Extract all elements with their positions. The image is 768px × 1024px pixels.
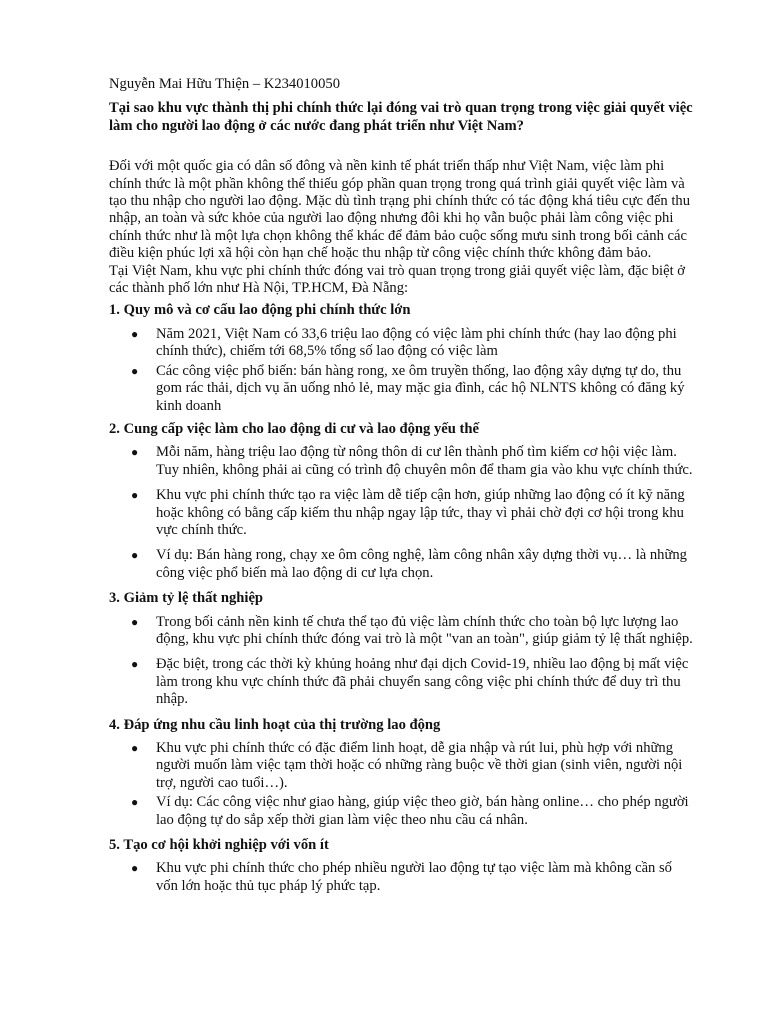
bullet-icon: ● xyxy=(131,795,139,810)
list-item-text: Trong bối cảnh nền kinh tế chưa thể tạo đủ việc làm chính thức cho toàn bộ lực lượng lao động, khu vực phi chính thức đóng vai trò là một "van an toàn", giúp giảm tỷ lệ thất nghiệp. xyxy=(156,613,693,647)
essay-question: Tại sao khu vực thành thị phi chính thức lại đóng vai trò quan trọng trong việc giải quyết việc làm cho người lao động ở các nước đang phát triển như Việt Nam? xyxy=(109,100,693,134)
section-title: 1. Quy mô và cơ cấu lao động phi chính thức lớn xyxy=(109,302,411,319)
list-item-text: Ví dụ: Bán hàng rong, chạy xe ôm công nghệ, làm công nhân xây dựng thời vụ… là những công việc phổ biến mà lao động di cư lựa chọn. xyxy=(156,547,687,581)
list-item-text: Các công việc phổ biến: bán hàng rong, xe ôm truyền thống, lao động xây dựng tự do, thu gom rác thải, dịch vụ ăn uống nhỏ lẻ, may mặc gia đình, các hộ NLNTS không có đăng ký kinh doanh xyxy=(156,362,685,414)
list-item-text: Năm 2021, Việt Nam có 33,6 triệu lao động có việc làm phi chính thức (hay lao động phi chính thức), chiếm tới 68,5% tổng số lao động có việc làm xyxy=(156,325,677,360)
bullet-icon: ● xyxy=(131,326,139,341)
list-item-text: Ví dụ: Các công việc như giao hàng, giúp việc theo giờ, bán hàng online… cho phép người lao động tự do sắp xếp thời gian làm việc theo nhu cầu cá nhân. xyxy=(156,794,689,828)
bullet-list xyxy=(109,444,695,582)
section-title: 2. Cung cấp việc làm cho lao động di cư và lao động yếu thế xyxy=(109,420,479,437)
section-title: 5. Tạo cơ hội khởi nghiệp với vốn ít xyxy=(109,837,329,854)
list-item xyxy=(109,547,695,582)
bullet-list xyxy=(109,326,695,415)
bullet-icon: ● xyxy=(131,445,139,460)
list-item xyxy=(109,740,695,792)
list-item xyxy=(109,326,695,361)
intro-paragraph: Tại Việt Nam, khu vực phi chính thức đóng vai trò quan trọng trong giải quyết việc làm, đặc biệt ở các thành phố lớn như Hà Nội, TP.HCM, Đà Nẵng: xyxy=(109,262,686,297)
list-item xyxy=(109,794,695,829)
section-title: 4. Đáp ứng nhu cầu linh hoạt của thị trường lao động xyxy=(109,716,441,733)
list-item xyxy=(109,487,695,539)
list-item-text: Đặc biệt, trong các thời kỳ khủng hoảng như đại dịch Covid-19, nhiều lao động bị mất việc làm trong khu vực chính thức đã phải chuyển sang công việc phi chính thức để duy trì thu nhập. xyxy=(156,656,689,708)
bullet-list xyxy=(109,740,695,829)
section-title: 3. Giảm tỷ lệ thất nghiệp xyxy=(109,590,264,607)
bullet-icon: ● xyxy=(131,548,139,563)
bullet-list xyxy=(109,614,695,709)
list-item-text: Khu vực phi chính thức có đặc điểm linh hoạt, dễ gia nhập và rút lui, phù hợp với những người muốn làm việc tạm thời hoặc có những ràng buộc về thời gian (sinh viên, người nội trợ, người cao tuổi…). xyxy=(156,740,683,791)
bullet-list xyxy=(109,860,695,895)
bullet-icon: ● xyxy=(131,363,139,378)
list-item xyxy=(109,363,695,415)
list-item xyxy=(109,860,695,895)
list-item-text: Khu vực phi chính thức tạo ra việc làm dễ tiếp cận hơn, giúp những lao động có ít kỹ năng hoặc không có bằng cấp kiếm thu nhập ngay lập tức, thay vì phải chờ đợi cơ hội trong khu vực chính thức. xyxy=(156,487,685,538)
bullet-icon: ● xyxy=(131,614,139,629)
list-item xyxy=(109,614,695,649)
bullet-icon: ● xyxy=(131,488,139,503)
intro-paragraph: Đối với một quốc gia có dân số đông và nền kinh tế phát triển thấp như Việt Nam, việc làm phi chính thức là một phần không thể thiếu góp phần quan trọng trong quá trình giải quyết việc làm và tạo thu nhập cho người lao động. Mặc dù tình trạng phi chính thức có tác động khá tiêu cực đến thu nhập, an toàn và sức khỏe của người lao động nhưng đôi khi họ vẫn buộc phải làm công việc phi chính thức như là một lựa chọn không thể khác để đảm bảo cuộc sống mưu sinh trong bối cảnh các điều kiện phúc lợi xã hội còn hạn chế hoặc thu nhập từ công việc chính thức không đảm bảo. xyxy=(109,158,691,262)
bullet-icon: ● xyxy=(131,741,139,755)
document-page xyxy=(109,76,695,895)
bullet-icon: ● xyxy=(131,861,139,876)
bullet-icon: ● xyxy=(131,657,139,672)
author-line: Nguyễn Mai Hữu Thiện – K234010050 xyxy=(109,76,340,92)
list-item-text: Mỗi năm, hàng triệu lao động từ nông thôn di cư lên thành phố tìm kiếm cơ hội việc làm. Tuy nhiên, không phải ai cũng có trình độ chuyên môn để tham gia vào khu vực chính thức. xyxy=(156,444,693,478)
list-item-text: Khu vực phi chính thức cho phép nhiều người lao động tự tạo việc làm mà không cần số vốn lớn hoặc thủ tục pháp lý phức tạp. xyxy=(156,860,672,894)
list-item xyxy=(109,444,695,479)
list-item xyxy=(109,656,695,708)
